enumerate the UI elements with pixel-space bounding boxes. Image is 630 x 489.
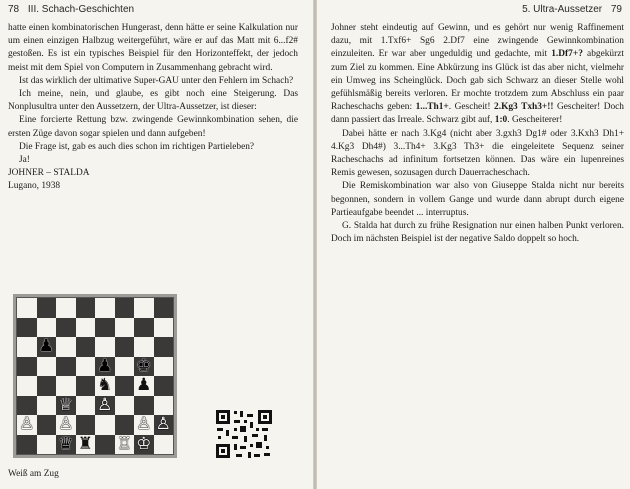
board-square xyxy=(134,415,154,435)
board-square xyxy=(134,298,154,318)
text-run: abgekürzt zum Ziel zu kommen. Eine Abkürzung ins Glück ist das aber nicht, vielmehr ein Umweg ins Scheinglück. Doch gab sich Schwarz an dieser Stelle wohl gefühlsmäßig bereits verloren. Er mochte trotzdem zum Abschluss ein paar Racheschachs geben: xyxy=(331,49,624,113)
board-square xyxy=(115,337,135,357)
board-square xyxy=(76,415,96,435)
board-square xyxy=(17,435,37,455)
chess-piece: ♖ xyxy=(116,433,132,454)
board-square xyxy=(17,337,37,357)
board-square xyxy=(17,376,37,396)
board-square xyxy=(37,298,57,318)
board-square xyxy=(134,337,154,357)
board-square xyxy=(95,376,115,396)
chess-piece: ♙ xyxy=(97,394,113,415)
board-square xyxy=(56,376,76,396)
chess-piece: ♟ xyxy=(97,355,113,376)
board-square xyxy=(154,298,174,318)
paragraph: G. Stalda hat durch zu frühe Resignation nur einen halben Punkt verloren. Doch im nächsten Beispiel ist der negative Saldo doppelt so hoch. xyxy=(331,221,624,245)
board-square xyxy=(95,337,115,357)
board-square xyxy=(134,396,154,416)
chess-diagram xyxy=(13,294,177,458)
board-square xyxy=(76,376,96,396)
paragraph: hatte einen kombinatorischen Hungerast, denn hätte er seine Kalkulation nur um einen einzigen Halbzug weitergeführt, wäre er auf das Matt mit 6...f2# gestoßen. Es ist ein typisches Beispiel für den Horizonteffekt, der jedoch meist mit dem Spiel von Computern in Zusammenhang gebracht wird. xyxy=(8,23,298,73)
paragraph: Ist das wirklich der ultimative Super-GAU unter den Fehlern im Schach? xyxy=(19,75,294,86)
chess-piece: ♔ xyxy=(136,433,152,454)
chess-board xyxy=(16,297,174,455)
paragraph: Ich meine, nein, und glaube, es gibt noch eine Steigerung. Das Nonplusultra unter den Aussetzern, der Ultra-Aussetzer, ist dieser: xyxy=(8,89,298,113)
chess-piece: ♜ xyxy=(77,433,93,454)
left-page-header xyxy=(8,4,134,15)
board-square xyxy=(95,415,115,435)
chess-move: 2.Kg3 Txh3+!! xyxy=(494,102,554,113)
board-square xyxy=(115,415,135,435)
board-square xyxy=(115,318,135,338)
board-square xyxy=(37,337,57,357)
board-square xyxy=(154,357,174,377)
right-page xyxy=(317,0,630,489)
board-square xyxy=(56,357,76,377)
board-square xyxy=(95,396,115,416)
board-square xyxy=(115,435,135,455)
qr-code-icon xyxy=(214,408,274,460)
paragraph: Die Frage ist, gab es auch dies schon im richtigen Partieleben? xyxy=(19,141,255,152)
board-square xyxy=(37,318,57,338)
chess-piece: ♟ xyxy=(136,375,152,396)
paragraph: Die Remiskombination war also von Giuseppe Stalda nicht nur bereits begonnen, sondern in vollem Gange und wurde dann abrupt durch eigene Partieaufgabe beendet ... interruptus. xyxy=(331,181,624,218)
chess-piece: ♙ xyxy=(19,414,35,435)
chess-piece: ♙ xyxy=(155,414,171,435)
chess-piece: ♚ xyxy=(136,355,152,376)
board-square xyxy=(95,435,115,455)
chess-piece: ♛ xyxy=(58,433,74,454)
left-body-text xyxy=(8,22,298,194)
board-square xyxy=(154,318,174,338)
board-square xyxy=(56,415,76,435)
board-square xyxy=(76,357,96,377)
chess-piece: ♞ xyxy=(97,375,113,396)
board-square xyxy=(56,318,76,338)
board-square xyxy=(95,318,115,338)
board-square xyxy=(56,337,76,357)
page-number: 78 xyxy=(8,4,20,15)
board-square xyxy=(115,376,135,396)
board-square xyxy=(134,435,154,455)
board-square xyxy=(17,396,37,416)
right-page-header xyxy=(522,4,622,15)
chess-piece: ♟ xyxy=(38,336,54,357)
chess-move: 1...Th1+ xyxy=(415,102,449,113)
board-square xyxy=(95,298,115,318)
board-square xyxy=(95,357,115,377)
text-run: Johner steht eindeutig auf Gewinn, und es gehört nur wenig Raffinement dazu, mit 1.Txf6+ Sg6 2.Df7 eine zwingende Gewinnkombination einzuleiten. Er war aber ungeduldig und gedachte, mit xyxy=(331,23,624,60)
board-square xyxy=(76,298,96,318)
game-players: JOHNER – STALDA xyxy=(8,168,90,179)
board-square xyxy=(134,318,154,338)
board-square xyxy=(37,396,57,416)
board-square xyxy=(56,396,76,416)
text-run: Gescheiter! Doch dann passiert das Irreale. Schwarz gibt auf, xyxy=(331,102,624,126)
chess-move: 1.Df7+? xyxy=(551,49,583,60)
board-square xyxy=(115,357,135,377)
chess-piece: ♙ xyxy=(136,414,152,435)
paragraph: Dabei hätte er nach 3.Kg4 (nicht aber 3.gxh3 Dg1# oder 3.Kxh3 Dh1+ 4.Kg3 Dh4#) 3...Th4+ 3.Kg3 Th3+ die eingeleitete Sequenz seiner Racheschachs ad infinitum fortsetzen können. Das wäre ein lupenreines Remis gewesen, sozusagen durch Dauerracheschach. xyxy=(331,128,624,179)
paragraph: Eine forcierte Rettung bzw. zwingende Gewinnkombination sehen, die ersten Züge davon sogar spielen und dann aufgeben! xyxy=(8,115,298,139)
board-square xyxy=(37,435,57,455)
board-square xyxy=(154,415,174,435)
paragraph: Ja! xyxy=(19,155,30,166)
chess-piece: ♕ xyxy=(58,394,74,415)
board-square xyxy=(154,376,174,396)
board-square xyxy=(17,415,37,435)
board-square xyxy=(154,435,174,455)
board-square xyxy=(76,318,96,338)
board-square xyxy=(154,337,174,357)
right-body-text xyxy=(331,22,624,246)
running-head: 5. Ultra-Aussetzer xyxy=(522,4,603,15)
diagram-caption: Weiß am Zug xyxy=(8,469,59,479)
chess-piece: ♙ xyxy=(58,414,74,435)
text-run: . Gescheit! xyxy=(448,102,495,113)
board-square xyxy=(17,298,37,318)
board-square xyxy=(134,376,154,396)
board-square xyxy=(134,357,154,377)
paragraph xyxy=(331,22,624,128)
board-square xyxy=(154,396,174,416)
board-square xyxy=(76,337,96,357)
game-place: Lugano, 1938 xyxy=(8,181,61,192)
board-square xyxy=(115,298,135,318)
left-page xyxy=(0,0,313,489)
board-square xyxy=(37,357,57,377)
board-square xyxy=(37,415,57,435)
board-square xyxy=(17,318,37,338)
board-square xyxy=(76,435,96,455)
running-head: III. Schach-Geschichten xyxy=(27,4,135,15)
board-square xyxy=(76,396,96,416)
board-square xyxy=(17,357,37,377)
page-number: 79 xyxy=(610,4,622,15)
text-run: . Gescheiterer! xyxy=(507,115,563,126)
board-square xyxy=(56,435,76,455)
board-square xyxy=(115,396,135,416)
game-result: 1:0 xyxy=(494,115,508,126)
board-square xyxy=(37,376,57,396)
board-square xyxy=(56,298,76,318)
